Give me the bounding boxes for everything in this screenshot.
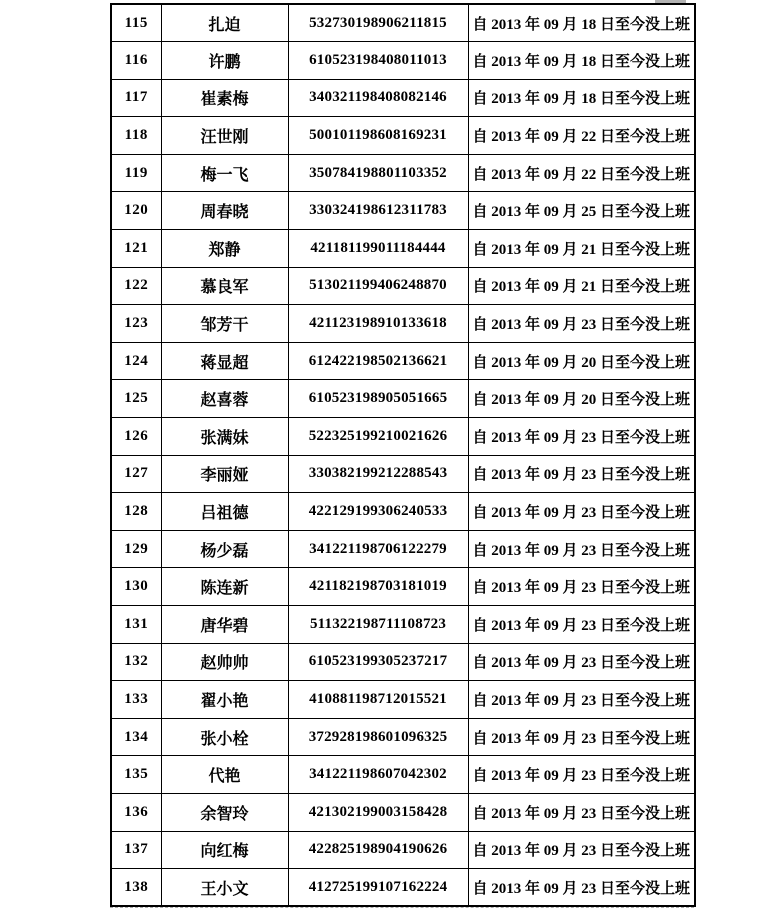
row-index-cell: 117 bbox=[111, 79, 161, 117]
absence-status-cell: 自 2013 年 09 月 21 日至今没上班 bbox=[468, 267, 695, 305]
employee-name-cell: 汪世刚 bbox=[161, 117, 288, 155]
id-number-cell: 421123198910133618 bbox=[288, 305, 468, 343]
table-row bbox=[111, 530, 695, 568]
employee-name-cell: 翟小艳 bbox=[161, 681, 288, 719]
table-row bbox=[111, 305, 695, 343]
row-index-cell: 137 bbox=[111, 831, 161, 869]
row-index-cell: 127 bbox=[111, 455, 161, 493]
row-index-cell: 133 bbox=[111, 681, 161, 719]
absence-status-cell: 自 2013 年 09 月 23 日至今没上班 bbox=[468, 530, 695, 568]
table-row bbox=[111, 192, 695, 230]
row-index-cell: 118 bbox=[111, 117, 161, 155]
employee-name-cell: 周春晓 bbox=[161, 192, 288, 230]
absence-status-cell: 自 2013 年 09 月 20 日至今没上班 bbox=[468, 342, 695, 380]
table-row bbox=[111, 342, 695, 380]
table-row bbox=[111, 606, 695, 644]
absence-status-cell: 自 2013 年 09 月 21 日至今没上班 bbox=[468, 230, 695, 268]
id-number-cell: 410881198712015521 bbox=[288, 681, 468, 719]
employee-name-cell: 代艳 bbox=[161, 756, 288, 794]
table-row bbox=[111, 643, 695, 681]
employee-name-cell: 陈连新 bbox=[161, 568, 288, 606]
row-index-cell: 130 bbox=[111, 568, 161, 606]
row-index-cell: 128 bbox=[111, 493, 161, 531]
row-index-cell: 125 bbox=[111, 380, 161, 418]
row-index-cell: 120 bbox=[111, 192, 161, 230]
id-number-cell: 350784198801103352 bbox=[288, 154, 468, 192]
employee-name-cell: 崔素梅 bbox=[161, 79, 288, 117]
row-index-cell: 122 bbox=[111, 267, 161, 305]
employee-name-cell: 慕良军 bbox=[161, 267, 288, 305]
id-number-cell: 612422198502136621 bbox=[288, 342, 468, 380]
employee-name-cell: 张满妹 bbox=[161, 418, 288, 456]
row-index-cell: 115 bbox=[111, 4, 161, 42]
table-row bbox=[111, 418, 695, 456]
id-number-cell: 610523199305237217 bbox=[288, 643, 468, 681]
absence-status-cell: 自 2013 年 09 月 22 日至今没上班 bbox=[468, 154, 695, 192]
table-row bbox=[111, 493, 695, 531]
absence-status-cell: 自 2013 年 09 月 18 日至今没上班 bbox=[468, 79, 695, 117]
id-number-cell: 513021199406248870 bbox=[288, 267, 468, 305]
absence-status-cell: 自 2013 年 09 月 23 日至今没上班 bbox=[468, 869, 695, 907]
table-row bbox=[111, 681, 695, 719]
row-index-cell: 121 bbox=[111, 230, 161, 268]
employee-name-cell: 向红梅 bbox=[161, 831, 288, 869]
row-index-cell: 126 bbox=[111, 418, 161, 456]
table-row bbox=[111, 4, 695, 42]
id-number-cell: 422129199306240533 bbox=[288, 493, 468, 531]
employee-name-cell: 邹芳干 bbox=[161, 305, 288, 343]
employee-name-cell: 许鹏 bbox=[161, 42, 288, 80]
id-number-cell: 500101198608169231 bbox=[288, 117, 468, 155]
absence-status-cell: 自 2013 年 09 月 23 日至今没上班 bbox=[468, 831, 695, 869]
id-number-cell: 372928198601096325 bbox=[288, 718, 468, 756]
table-row bbox=[111, 79, 695, 117]
id-number-cell: 421182198703181019 bbox=[288, 568, 468, 606]
employee-name-cell: 赵帅帅 bbox=[161, 643, 288, 681]
id-number-cell: 610523198408011013 bbox=[288, 42, 468, 80]
absence-status-cell: 自 2013 年 09 月 23 日至今没上班 bbox=[468, 418, 695, 456]
id-number-cell: 532730198906211815 bbox=[288, 4, 468, 42]
employee-name-cell: 梅一飞 bbox=[161, 154, 288, 192]
employee-name-cell: 杨少磊 bbox=[161, 530, 288, 568]
id-number-cell: 422825198904190626 bbox=[288, 831, 468, 869]
attendance-table-body bbox=[111, 4, 695, 906]
table-row bbox=[111, 117, 695, 155]
id-number-cell: 341221198607042302 bbox=[288, 756, 468, 794]
absence-status-cell: 自 2013 年 09 月 20 日至今没上班 bbox=[468, 380, 695, 418]
id-number-cell: 412725199107162224 bbox=[288, 869, 468, 907]
row-index-cell: 129 bbox=[111, 530, 161, 568]
absence-status-cell: 自 2013 年 09 月 23 日至今没上班 bbox=[468, 756, 695, 794]
employee-name-cell: 王小文 bbox=[161, 869, 288, 907]
absence-status-cell: 自 2013 年 09 月 25 日至今没上班 bbox=[468, 192, 695, 230]
row-index-cell: 136 bbox=[111, 793, 161, 831]
id-number-cell: 421302199003158428 bbox=[288, 793, 468, 831]
employee-name-cell: 郑静 bbox=[161, 230, 288, 268]
table-row bbox=[111, 455, 695, 493]
row-index-cell: 116 bbox=[111, 42, 161, 80]
absence-status-cell: 自 2013 年 09 月 23 日至今没上班 bbox=[468, 568, 695, 606]
employee-name-cell: 李丽娅 bbox=[161, 455, 288, 493]
page-break-line bbox=[110, 907, 694, 908]
row-index-cell: 134 bbox=[111, 718, 161, 756]
id-number-cell: 421181199011184444 bbox=[288, 230, 468, 268]
id-number-cell: 511322198711108723 bbox=[288, 606, 468, 644]
employee-name-cell: 余智玲 bbox=[161, 793, 288, 831]
id-number-cell: 610523198905051665 bbox=[288, 380, 468, 418]
table-row bbox=[111, 42, 695, 80]
absence-status-cell: 自 2013 年 09 月 23 日至今没上班 bbox=[468, 718, 695, 756]
table-row bbox=[111, 267, 695, 305]
absence-status-cell: 自 2013 年 09 月 23 日至今没上班 bbox=[468, 305, 695, 343]
employee-name-cell: 扎迫 bbox=[161, 4, 288, 42]
table-row bbox=[111, 869, 695, 907]
table-row bbox=[111, 230, 695, 268]
absence-status-cell: 自 2013 年 09 月 23 日至今没上班 bbox=[468, 606, 695, 644]
row-index-cell: 131 bbox=[111, 606, 161, 644]
absence-status-cell: 自 2013 年 09 月 23 日至今没上班 bbox=[468, 455, 695, 493]
row-index-cell: 138 bbox=[111, 869, 161, 907]
row-index-cell: 135 bbox=[111, 756, 161, 794]
id-number-cell: 330382199212288543 bbox=[288, 455, 468, 493]
absence-status-cell: 自 2013 年 09 月 18 日至今没上班 bbox=[468, 4, 695, 42]
row-index-cell: 119 bbox=[111, 154, 161, 192]
id-number-cell: 330324198612311783 bbox=[288, 192, 468, 230]
table-row bbox=[111, 718, 695, 756]
employee-name-cell: 赵喜蓉 bbox=[161, 380, 288, 418]
absence-status-cell: 自 2013 年 09 月 22 日至今没上班 bbox=[468, 117, 695, 155]
absence-status-cell: 自 2013 年 09 月 23 日至今没上班 bbox=[468, 793, 695, 831]
id-number-cell: 340321198408082146 bbox=[288, 79, 468, 117]
row-index-cell: 132 bbox=[111, 643, 161, 681]
id-number-cell: 341221198706122279 bbox=[288, 530, 468, 568]
absence-status-cell: 自 2013 年 09 月 18 日至今没上班 bbox=[468, 42, 695, 80]
table-row bbox=[111, 568, 695, 606]
table-row bbox=[111, 831, 695, 869]
absence-status-cell: 自 2013 年 09 月 23 日至今没上班 bbox=[468, 643, 695, 681]
row-index-cell: 124 bbox=[111, 342, 161, 380]
id-number-cell: 522325199210021626 bbox=[288, 418, 468, 456]
attendance-table bbox=[110, 3, 696, 907]
employee-name-cell: 唐华碧 bbox=[161, 606, 288, 644]
table-row bbox=[111, 154, 695, 192]
employee-name-cell: 张小栓 bbox=[161, 718, 288, 756]
absence-status-cell: 自 2013 年 09 月 23 日至今没上班 bbox=[468, 681, 695, 719]
table-row bbox=[111, 380, 695, 418]
absence-status-cell: 自 2013 年 09 月 23 日至今没上班 bbox=[468, 493, 695, 531]
employee-name-cell: 吕祖德 bbox=[161, 493, 288, 531]
employee-name-cell: 蒋显超 bbox=[161, 342, 288, 380]
table-row bbox=[111, 793, 695, 831]
row-index-cell: 123 bbox=[111, 305, 161, 343]
table-row bbox=[111, 756, 695, 794]
